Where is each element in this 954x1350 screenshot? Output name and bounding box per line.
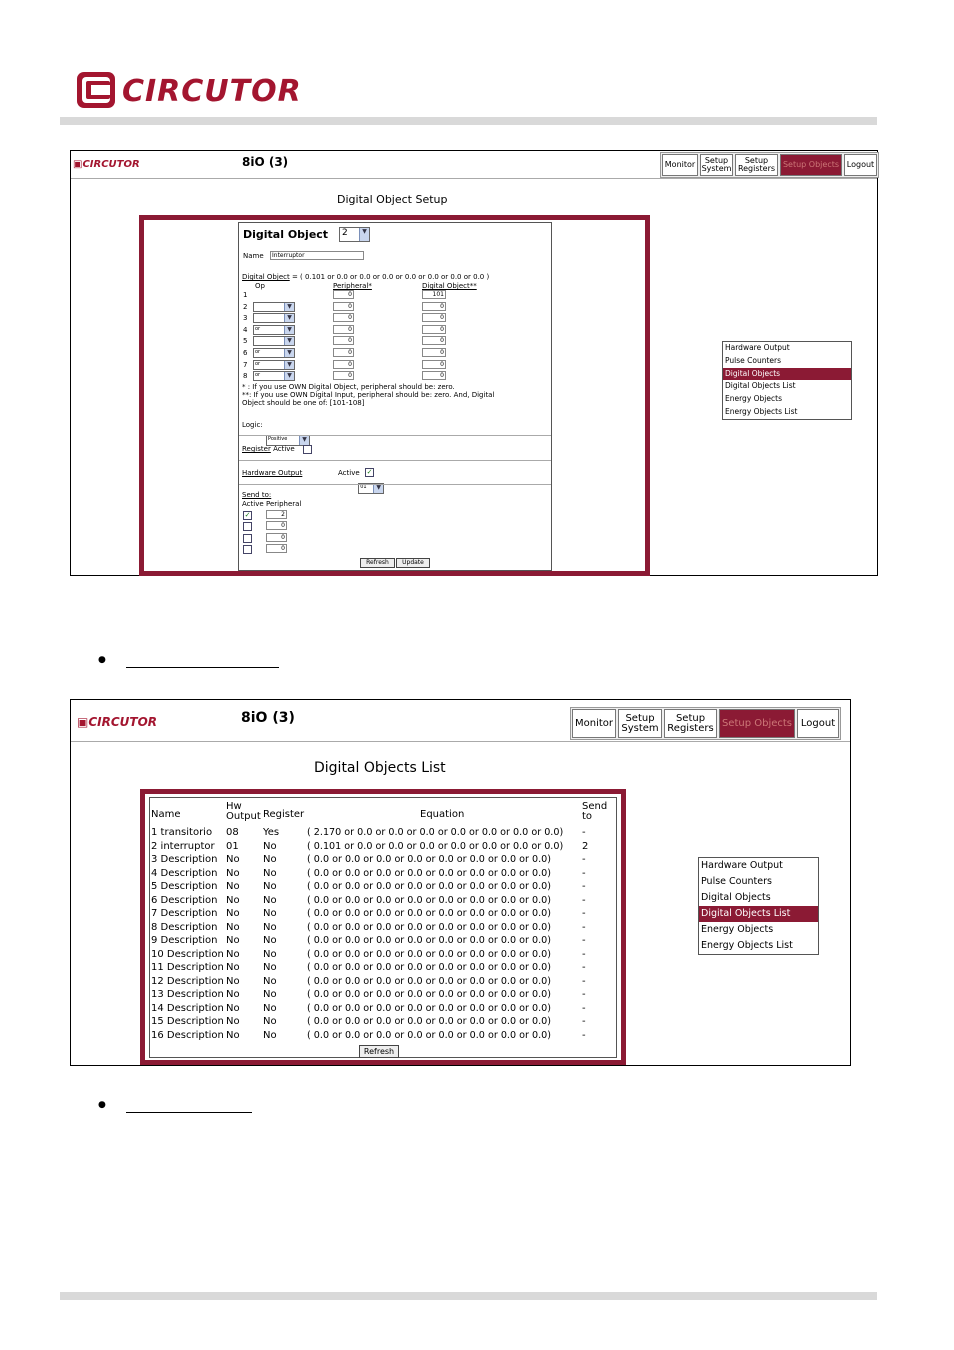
header-hw-output: Hw Output	[226, 801, 261, 822]
object-select-value: 2	[342, 228, 348, 238]
row-hw-output: No	[226, 935, 240, 946]
table-row	[150, 881, 616, 894]
nav-setup-system[interactable]: Setup System	[618, 709, 662, 738]
register-active-label: Active	[273, 445, 295, 453]
row-hw-output: No	[226, 881, 240, 892]
screenshot-digital-object-setup	[70, 150, 878, 576]
objects-side-menu	[722, 341, 852, 420]
op-select[interactable]	[253, 348, 295, 358]
row-register: No	[263, 935, 277, 946]
row-send-to: -	[582, 867, 586, 879]
row-hw-output: 01	[226, 840, 239, 852]
logic-select-value: Positive	[268, 436, 288, 442]
name-input[interactable]: Interruptor	[270, 251, 364, 260]
digital-object-input[interactable]: 0	[422, 313, 446, 322]
circutor-logo-icon	[76, 71, 116, 109]
row-hw-output: No	[226, 989, 240, 1000]
menu-item-digital-objects-list[interactable]: Digital Objects List	[725, 381, 796, 391]
hw-output-value: 01	[360, 484, 367, 490]
row-equation: ( 2.170 or 0.0 or 0.0 or 0.0 or 0.0 or 0.0 or 0.0 or 0.0)	[307, 827, 564, 838]
equation-row	[239, 302, 551, 313]
brand-logo-text: CIRCUTOR	[122, 74, 302, 109]
divider	[239, 460, 551, 461]
peripheral-input[interactable]: 0	[333, 302, 354, 311]
bullet-dot: ●	[98, 655, 106, 665]
digital-object-input[interactable]: 0	[422, 371, 446, 380]
row-register: No	[263, 975, 277, 987]
digital-objects-table	[149, 797, 617, 1058]
row-equation: ( 0.0 or 0.0 or 0.0 or 0.0 or 0.0 or 0.0 or 0.0 or 0.0)	[307, 1016, 551, 1027]
send-active-checkbox[interactable]	[243, 522, 252, 531]
row-name: 4 Description	[151, 867, 218, 879]
table-row	[150, 976, 616, 989]
row-number: 8	[243, 372, 248, 381]
row-send-to: -	[582, 881, 586, 892]
send-active-checkbox[interactable]	[243, 534, 252, 543]
chevron-down-icon: ▼	[284, 326, 294, 334]
page-title: Digital Objects List	[314, 760, 446, 776]
note-3: Object should be one of: [101-108]	[242, 399, 365, 407]
equation-row	[239, 325, 551, 336]
footer-divider	[60, 1292, 877, 1300]
row-equation: ( 0.0 or 0.0 or 0.0 or 0.0 or 0.0 or 0.0 or 0.0 or 0.0)	[307, 881, 551, 892]
row-send-to: 2	[582, 840, 589, 852]
send-peripheral-input[interactable]: 0	[266, 521, 287, 530]
name-label: Name	[243, 252, 264, 260]
equation-row	[239, 336, 551, 347]
send-row	[239, 533, 339, 544]
row-register: No	[263, 921, 277, 933]
op-select[interactable]	[253, 360, 295, 370]
header-register: Register	[263, 809, 305, 820]
header-equation: Equation	[420, 809, 465, 820]
op-select-value: or	[255, 372, 261, 379]
small-logo: ▣CIRCUTOR	[73, 159, 140, 170]
row-name: 12 Description	[151, 975, 224, 987]
peripheral-input[interactable]: 0	[333, 313, 354, 322]
row-name: 7 Description	[151, 908, 218, 919]
equation-label: Digital Object	[242, 273, 290, 281]
chevron-down-icon: ▼	[284, 349, 294, 357]
row-name: 11 Description	[151, 962, 224, 973]
peripheral-input[interactable]: 0	[333, 360, 354, 369]
nav-logout[interactable]: Logout	[844, 154, 877, 176]
object-select[interactable]	[339, 227, 370, 242]
header-send-to: Send to	[582, 801, 608, 822]
table-row	[150, 1003, 616, 1016]
bullet-dot: ●	[98, 1100, 106, 1110]
table-row	[150, 922, 616, 935]
row-name: 5 Description	[151, 881, 218, 892]
row-hw-output: 08	[226, 827, 239, 838]
nav-setup-system[interactable]: Setup System	[700, 154, 733, 176]
peripheral-input[interactable]: 0	[333, 290, 354, 299]
header-name: Name	[151, 809, 181, 820]
send-active-checkbox[interactable]	[243, 545, 252, 554]
table-row	[150, 827, 616, 840]
menu-item-digital-objects[interactable]: Digital Objects	[723, 368, 851, 381]
row-send-to: -	[582, 827, 586, 838]
row-number: 4	[243, 325, 248, 334]
small-logo: ▣CIRCUTOR	[77, 715, 158, 729]
chevron-down-icon: ▼	[284, 303, 294, 311]
send-peripheral-input[interactable]: 0	[266, 544, 287, 553]
table-row	[150, 854, 616, 867]
row-equation: ( 0.0 or 0.0 or 0.0 or 0.0 or 0.0 or 0.0 or 0.0 or 0.0)	[307, 1002, 551, 1014]
row-register: No	[263, 867, 277, 879]
update-button[interactable]: Update	[396, 558, 430, 568]
row-send-to: -	[582, 894, 586, 906]
menu-item-digital-objects-list[interactable]: Digital Objects List	[699, 906, 818, 922]
chevron-down-icon: ▼	[299, 436, 309, 445]
table-row	[150, 841, 616, 854]
row-number: 6	[243, 349, 248, 357]
list-container	[140, 789, 626, 1065]
hw-active-label: Active	[338, 469, 360, 477]
row-register: Yes	[263, 827, 280, 838]
nav-logout[interactable]: Logout	[797, 709, 839, 738]
nav-monitor[interactable]: Monitor	[662, 154, 698, 176]
register-active-checkbox[interactable]	[303, 445, 312, 454]
row-equation: ( 0.0 or 0.0 or 0.0 or 0.0 or 0.0 or 0.0 or 0.0 or 0.0)	[307, 894, 551, 906]
op-select[interactable]	[253, 336, 295, 346]
peripheral-input[interactable]: 0	[333, 336, 354, 345]
row-equation: ( 0.101 or 0.0 or 0.0 or 0.0 or 0.0 or 0.0 or 0.0 or 0.0)	[307, 840, 564, 852]
menu-item-energy-objects-list[interactable]: Energy Objects List	[725, 406, 798, 416]
row-name: 13 Description	[151, 989, 224, 1000]
row-register: No	[263, 840, 277, 852]
row-send-to: -	[582, 921, 586, 933]
equation-row	[239, 313, 551, 324]
row-number: 2	[243, 302, 248, 311]
page-title: Digital Object Setup	[337, 193, 448, 206]
table-row	[150, 868, 616, 881]
chevron-down-icon: ▼	[359, 228, 369, 241]
table-row	[150, 895, 616, 908]
menu-item-energy-objects[interactable]: Energy Objects	[701, 924, 774, 935]
digital-object-input[interactable]: 0	[422, 325, 446, 334]
row-hw-output: No	[226, 921, 240, 933]
op-select[interactable]	[253, 313, 295, 323]
row-hw-output: No	[226, 854, 240, 865]
header-divider	[60, 117, 877, 125]
table-row	[150, 962, 616, 975]
row-send-to: -	[582, 854, 586, 865]
row-register: No	[263, 948, 277, 960]
nav-setup-objects[interactable]: Setup Objects	[780, 154, 842, 176]
equation-row	[239, 371, 551, 382]
row-number: 3	[243, 314, 248, 323]
row-name: 2 interruptor	[151, 840, 215, 852]
row-name: 1 transitorio	[151, 827, 213, 838]
row-name: 15 Description	[151, 1016, 224, 1027]
send-to-label: Send to:	[242, 491, 272, 499]
notes	[242, 383, 547, 407]
send-row	[239, 521, 339, 532]
row-equation: ( 0.0 or 0.0 or 0.0 or 0.0 or 0.0 or 0.0 or 0.0 or 0.0)	[307, 935, 551, 946]
send-peripheral-input[interactable]: 2	[266, 510, 287, 519]
row-hw-output: No	[226, 1029, 240, 1041]
equation-text: = ( 0.101 or 0.0 or 0.0 or 0.0 or 0.0 or 0.0 or 0.0 or 0.0 )	[291, 273, 490, 281]
nav-setup-objects[interactable]: Setup Objects	[719, 709, 795, 738]
op-select-value	[254, 337, 255, 343]
digital-object-input[interactable]: 0	[422, 348, 446, 357]
chevron-down-icon: ▼	[373, 484, 383, 493]
row-register: No	[263, 881, 277, 892]
row-equation: ( 0.0 or 0.0 or 0.0 or 0.0 or 0.0 or 0.0 or 0.0 or 0.0)	[307, 975, 551, 987]
row-equation: ( 0.0 or 0.0 or 0.0 or 0.0 or 0.0 or 0.0 or 0.0 or 0.0)	[307, 962, 551, 973]
op-select-value	[254, 314, 255, 320]
row-send-to: -	[582, 948, 586, 960]
equation-row	[239, 348, 551, 359]
row-register: No	[263, 1002, 277, 1014]
row-equation: ( 0.0 or 0.0 or 0.0 or 0.0 or 0.0 or 0.0 or 0.0 or 0.0)	[307, 921, 551, 933]
nav-divider	[71, 741, 850, 742]
row-hw-output: No	[226, 1002, 240, 1014]
table-row	[150, 935, 616, 948]
chevron-down-icon: ▼	[284, 361, 294, 369]
bullet-underline	[126, 1112, 252, 1113]
row-register: No	[263, 894, 277, 906]
row-name: 14 Description	[151, 1002, 224, 1014]
digital-object-input[interactable]: 0	[422, 336, 446, 345]
col-op: Op	[255, 282, 265, 290]
divider	[239, 435, 551, 436]
row-register: No	[263, 1016, 277, 1027]
send-row	[239, 510, 339, 521]
menu-item-digital-objects[interactable]: Digital Objects	[701, 892, 771, 903]
device-title: 8iO (3)	[242, 155, 289, 169]
chevron-down-icon: ▼	[284, 337, 294, 345]
row-name: 10 Description	[151, 948, 224, 960]
table-row	[150, 1016, 616, 1029]
row-send-to: -	[582, 962, 586, 973]
row-equation: ( 0.0 or 0.0 or 0.0 or 0.0 or 0.0 or 0.0 or 0.0 or 0.0)	[307, 908, 551, 919]
nav-divider	[71, 178, 877, 179]
row-send-to: -	[582, 935, 586, 946]
row-number: 5	[243, 337, 248, 346]
nav-monitor[interactable]: Monitor	[572, 709, 616, 738]
nav-setup-registers[interactable]: Setup Registers	[735, 154, 778, 176]
screenshot-digital-objects-list	[70, 699, 851, 1066]
table-row	[150, 949, 616, 962]
equation-row	[239, 290, 551, 301]
row-send-to: -	[582, 989, 586, 1000]
top-nav	[660, 152, 879, 178]
chevron-down-icon: ▼	[284, 314, 294, 322]
row-equation: ( 0.0 or 0.0 or 0.0 or 0.0 or 0.0 or 0.0 or 0.0 or 0.0)	[307, 989, 551, 1000]
row-register: No	[263, 908, 277, 919]
row-number: 7	[243, 360, 248, 369]
digital-object-input[interactable]: 0	[422, 302, 446, 311]
row-name: 3 Description	[151, 854, 218, 865]
objects-side-menu	[698, 857, 819, 955]
nav-setup-registers[interactable]: Setup Registers	[664, 709, 717, 738]
row-hw-output: No	[226, 1016, 240, 1027]
row-name: 8 Description	[151, 921, 218, 933]
menu-item-hardware-output[interactable]: Hardware Output	[701, 860, 783, 871]
digital-object-input[interactable]: 101	[422, 290, 446, 299]
table-row	[150, 908, 616, 921]
op-select-value: or	[255, 325, 261, 332]
row-name: 16 Description	[151, 1029, 224, 1041]
register-row	[242, 445, 295, 453]
table-row	[150, 1030, 616, 1043]
hw-output-label: Hardware Output	[242, 469, 303, 477]
row-send-to: -	[582, 1029, 586, 1041]
menu-item-pulse-counters[interactable]: Pulse Counters	[725, 355, 782, 365]
send-active-header: Active	[242, 500, 264, 508]
row-name: 6 Description	[151, 894, 218, 906]
op-select[interactable]	[253, 302, 295, 312]
row-hw-output: No	[226, 975, 240, 987]
form-container	[139, 215, 650, 576]
chevron-down-icon: ▼	[284, 372, 294, 380]
peripheral-input[interactable]: 0	[333, 348, 354, 357]
row-register: No	[263, 962, 277, 973]
row-register: No	[263, 854, 277, 865]
note-1: * : If you use OWN Digital Object, peripheral should be: zero.	[242, 383, 455, 391]
table-row	[150, 989, 616, 1002]
equation-line	[242, 273, 489, 281]
divider	[239, 484, 551, 485]
send-peripheral-header: Peripheral	[266, 500, 302, 508]
send-row	[239, 544, 339, 555]
register-label: Register	[242, 445, 271, 453]
op-select-value: or	[255, 360, 261, 367]
digital-object-form	[238, 222, 552, 571]
peripheral-input[interactable]: 0	[333, 325, 354, 334]
row-send-to: -	[582, 908, 586, 919]
logic-label: Logic:	[242, 421, 263, 429]
row-hw-output: No	[226, 962, 240, 973]
refresh-button[interactable]: Refresh	[359, 1045, 399, 1058]
send-peripheral-input[interactable]: 0	[266, 533, 287, 542]
peripheral-input[interactable]: 0	[333, 371, 354, 380]
row-hw-output: No	[226, 908, 240, 919]
row-equation: ( 0.0 or 0.0 or 0.0 or 0.0 or 0.0 or 0.0 or 0.0 or 0.0)	[307, 948, 551, 960]
object-label: Digital Object	[243, 228, 329, 241]
top-nav	[570, 707, 841, 740]
send-active-checkbox[interactable]: ✓	[244, 511, 251, 519]
row-register: No	[263, 1029, 277, 1041]
menu-item-energy-objects-list[interactable]: Energy Objects List	[701, 940, 793, 951]
op-select[interactable]	[253, 371, 295, 381]
row-number: 1	[243, 291, 248, 299]
menu-item-energy-objects[interactable]: Energy Objects	[725, 394, 782, 404]
row-name: 9 Description	[151, 935, 218, 946]
row-equation: ( 0.0 or 0.0 or 0.0 or 0.0 or 0.0 or 0.0 or 0.0 or 0.0)	[307, 867, 551, 879]
refresh-button[interactable]: Refresh	[360, 558, 395, 568]
row-send-to: -	[582, 975, 586, 987]
row-hw-output: No	[226, 948, 240, 960]
row-equation: ( 0.0 or 0.0 or 0.0 or 0.0 or 0.0 or 0.0 or 0.0 or 0.0)	[307, 1029, 551, 1041]
menu-item-hardware-output[interactable]: Hardware Output	[725, 343, 790, 352]
row-send-to: -	[582, 1016, 586, 1027]
bullet-underline	[126, 667, 279, 668]
menu-item-pulse-counters[interactable]: Pulse Counters	[701, 876, 772, 887]
equation-row	[239, 360, 551, 371]
row-hw-output: No	[226, 894, 240, 906]
row-register: No	[263, 989, 277, 1000]
op-select-value: or	[255, 349, 261, 355]
digital-object-input[interactable]: 0	[422, 360, 446, 369]
device-title: 8iO (3)	[241, 710, 295, 726]
op-select[interactable]	[253, 325, 295, 335]
note-2: **: If you use OWN Digital Input, peripheral should be: zero. And, Digital	[242, 391, 495, 399]
col-peripheral: Peripheral*	[333, 282, 372, 290]
row-equation: ( 0.0 or 0.0 or 0.0 or 0.0 or 0.0 or 0.0 or 0.0 or 0.0)	[307, 854, 551, 865]
hw-active-checkbox[interactable]: ✓	[366, 468, 373, 476]
col-digital-object: Digital Object**	[422, 282, 477, 290]
op-select-value	[254, 303, 255, 309]
row-hw-output: No	[226, 867, 240, 879]
row-send-to: -	[582, 1002, 586, 1014]
